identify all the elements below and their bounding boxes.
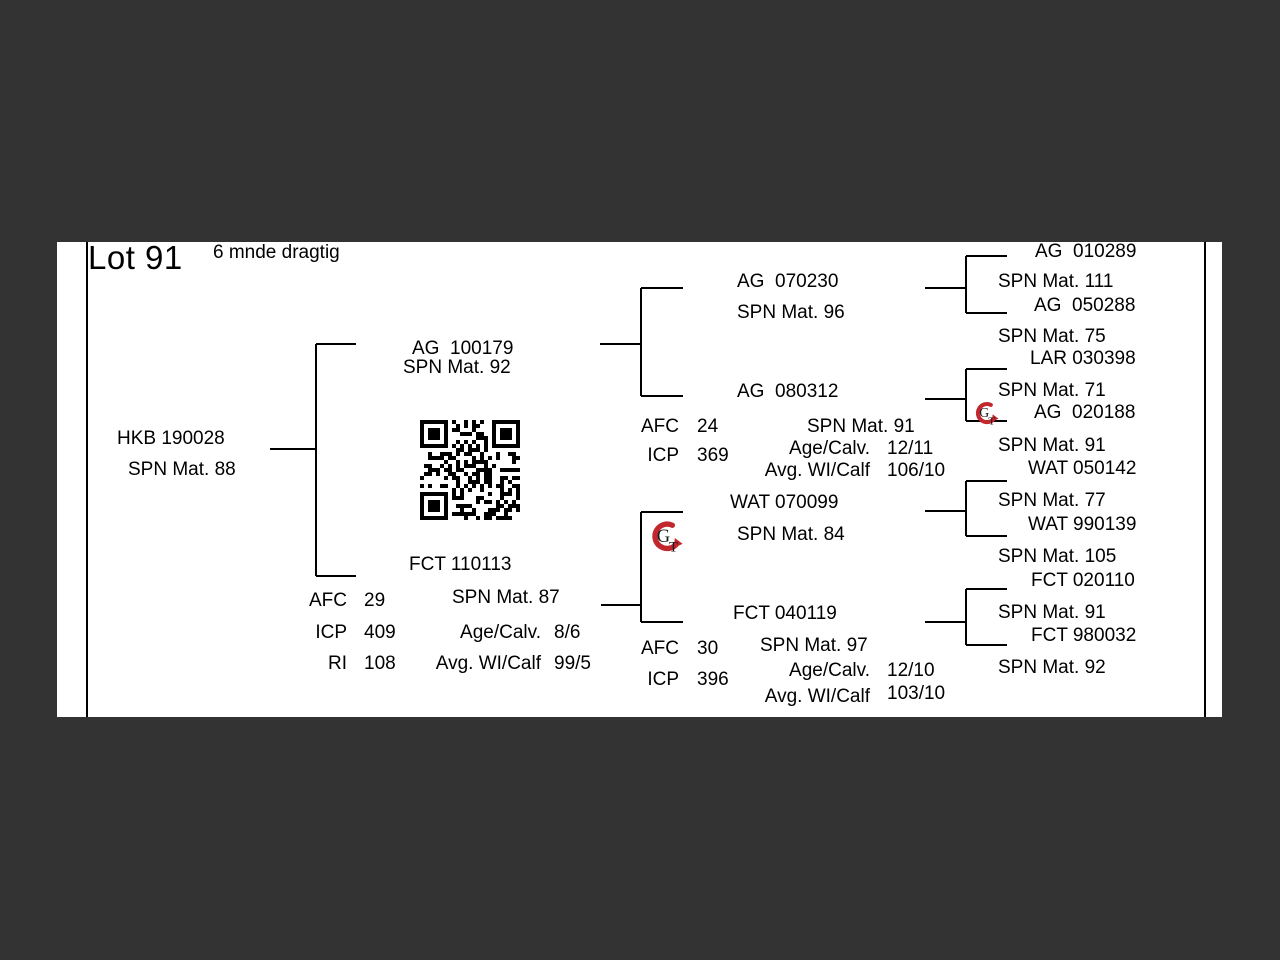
dam-dam-icp-value: 396 <box>697 669 729 690</box>
dam-sire-id: WAT 070099 <box>730 492 839 513</box>
dam-spn: SPN Mat. 87 <box>452 587 560 608</box>
lot-title: Lot 91 <box>88 239 183 276</box>
pregnancy-status: 6 mnde dragtig <box>213 242 340 263</box>
dam-avg-wi-calf-label: Avg. WI/Calf <box>435 653 541 674</box>
dam-sire-sire-spn: SPN Mat. 77 <box>998 490 1106 511</box>
dam-dam-afc-value: 30 <box>697 638 719 659</box>
sire-dam-dam-id: AG 020188 <box>1034 402 1136 423</box>
dam-afc-label: AFC <box>309 590 347 611</box>
dam-dam-afc-label: AFC <box>641 638 679 659</box>
dam-icp-value: 409 <box>364 622 396 643</box>
sire-dam-age-calv-label: Age/Calv. <box>789 438 870 459</box>
dam-dam-sire-id: FCT 020110 <box>1031 570 1135 591</box>
dam-dam-dam-id: FCT 980032 <box>1031 625 1137 646</box>
dam-ri-value: 108 <box>364 653 396 674</box>
dam-id: FCT 110113 <box>409 554 512 575</box>
dam-icp-label: ICP <box>315 622 347 643</box>
subject-spn: SPN Mat. 88 <box>128 459 236 480</box>
dam-dam-age-calv-label: Age/Calv. <box>789 660 870 681</box>
dam-sire-spn: SPN Mat. 84 <box>737 524 845 545</box>
dam-dam-age-calv-value: 12/10 <box>887 660 935 681</box>
sire-sire-id: AG 070230 <box>737 271 839 292</box>
sire-sire-dam-spn: SPN Mat. 75 <box>998 326 1106 347</box>
sire-dam-dam-spn: SPN Mat. 91 <box>998 435 1106 456</box>
subject-id: HKB 190028 <box>117 428 225 449</box>
dam-age-calv-value: 8/6 <box>554 622 581 643</box>
dam-dam-avg-wi-calf-label: Avg. WI/Calf <box>764 686 870 707</box>
sire-dam-avg-wi-calf-label: Avg. WI/Calf <box>764 460 870 481</box>
sire-sire-sire-id: AG 010289 <box>1035 241 1137 262</box>
sire-sire-spn: SPN Mat. 96 <box>737 302 845 323</box>
sire-spn: SPN Mat. 92 <box>403 357 511 378</box>
dam-age-calv-label: Age/Calv. <box>460 622 541 643</box>
dam-dam-id: FCT 040119 <box>733 603 837 624</box>
gt-logo-letter-g: G <box>656 525 671 547</box>
sire-dam-afc-value: 24 <box>697 416 719 437</box>
gt-logo-letter-t: T <box>668 539 678 555</box>
sire-dam-id: AG 080312 <box>737 381 839 402</box>
dam-ri-label: RI <box>328 653 347 674</box>
sire-dam-avg-wi-calf-value: 106/10 <box>887 460 946 481</box>
dam-afc-value: 29 <box>364 590 386 611</box>
sire-sire-dam-id: AG 050288 <box>1034 295 1136 316</box>
sire-dam-sire-id: LAR 030398 <box>1030 348 1136 369</box>
dam-dam-avg-wi-calf-value: 103/10 <box>887 683 946 704</box>
sire-sire-sire-spn: SPN Mat. 111 <box>998 271 1114 292</box>
dam-sire-dam-spn: SPN Mat. 105 <box>998 546 1117 567</box>
dam-dam-sire-spn: SPN Mat. 91 <box>998 602 1106 623</box>
dam-sire-sire-id: WAT 050142 <box>1028 458 1137 479</box>
dam-avg-wi-calf-value: 99/5 <box>554 653 591 674</box>
sire-dam-icp-label: ICP <box>647 445 679 466</box>
dam-dam-icp-label: ICP <box>647 669 679 690</box>
gt-logo <box>971 398 1002 427</box>
dam-dam-spn: SPN Mat. 97 <box>760 635 868 656</box>
dam-dam-dam-spn: SPN Mat. 92 <box>998 657 1106 678</box>
qr-code <box>420 420 520 520</box>
sire-dam-icp-value: 369 <box>697 445 729 466</box>
dam-sire-dam-id: WAT 990139 <box>1028 514 1137 535</box>
sire-dam-afc-label: AFC <box>641 416 679 437</box>
gt-logo <box>646 516 687 555</box>
gt-logo-letter-t: T <box>988 415 995 427</box>
gt-logo-letter-g: G <box>979 405 990 421</box>
sire-id: AG 100179 <box>412 338 514 359</box>
sire-dam-sire-spn: SPN Mat. 71 <box>998 380 1106 401</box>
sire-dam-age-calv-value: 12/11 <box>887 438 934 459</box>
sire-dam-spn: SPN Mat. 91 <box>807 416 915 437</box>
